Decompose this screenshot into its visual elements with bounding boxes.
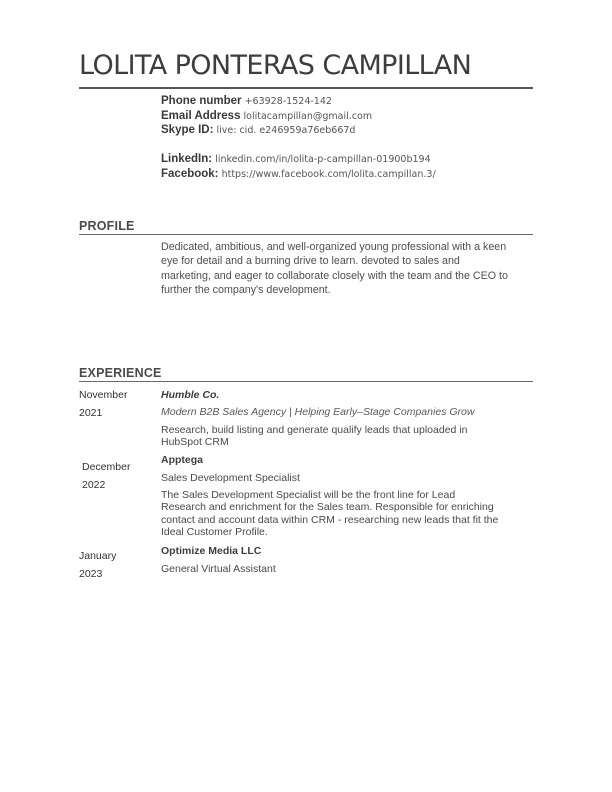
skype-label: Skype ID: <box>161 124 214 136</box>
job-subtitle: Modern B2B Sales Agency | Helping Early–Stage Companies Grow <box>161 406 475 418</box>
skype-line <box>161 124 355 136</box>
experience-divider <box>79 381 533 382</box>
profile-divider <box>79 234 533 235</box>
name-divider <box>79 87 533 89</box>
job-date-month: November <box>79 389 128 401</box>
job-description: Research, build listing and generate qualify leads that uploaded in HubSpot CRM <box>161 424 468 449</box>
facebook-line <box>161 168 436 180</box>
candidate-name: LOLITA PONTERAS CAMPILLAN <box>79 50 472 81</box>
facebook-label: Facebook: <box>161 168 219 180</box>
job-date-month: January <box>79 550 117 562</box>
job-company: Apptega <box>161 454 203 466</box>
job-date-year: 2021 <box>79 407 103 419</box>
email-label: Email Address <box>161 110 241 122</box>
experience-heading: EXPERIENCE <box>79 366 162 380</box>
skype-value: live: cid. e246959a76eb667d <box>216 125 356 136</box>
job-date-year: 2022 <box>82 479 106 491</box>
linkedin-link[interactable]: linkedin.com/in/lolita-p-campillan-01900b194 <box>215 154 431 165</box>
facebook-link[interactable]: https://www.facebook.com/lolita.campillan.3/ <box>221 169 436 180</box>
phone-label: Phone number <box>161 95 242 107</box>
job-subtitle: General Virtual Assistant <box>161 563 276 575</box>
profile-heading: PROFILE <box>79 219 135 233</box>
phone-line <box>161 95 332 107</box>
job-date-year: 2023 <box>79 568 103 580</box>
linkedin-label: LinkedIn: <box>161 153 213 165</box>
email-line <box>161 110 372 122</box>
email-value[interactable]: lolitacampillan@gmail.com <box>243 111 373 122</box>
job-description: The Sales Development Specialist will be the front line for Lead Research and enrichment for the Sales team. Responsible for enriching contact and account data within CRM - researching new leads that fit the Ideal Customer Profile. <box>161 489 499 539</box>
phone-value: +63928-1524-142 <box>244 96 332 107</box>
job-company: Optimize Media LLC <box>161 545 262 557</box>
job-company: Humble Co. <box>161 389 220 401</box>
job-subtitle: Sales Development Specialist <box>161 472 300 484</box>
profile-text: Dedicated, ambitious, and well-organized young professional with a keen eye for detail and a burning drive to learn. devoted to sales and marketing, and eager to collaborate closely with the team and the CEO to further the company's development. <box>161 241 508 296</box>
linkedin-line <box>161 153 431 165</box>
job-date-month: December <box>82 461 131 473</box>
